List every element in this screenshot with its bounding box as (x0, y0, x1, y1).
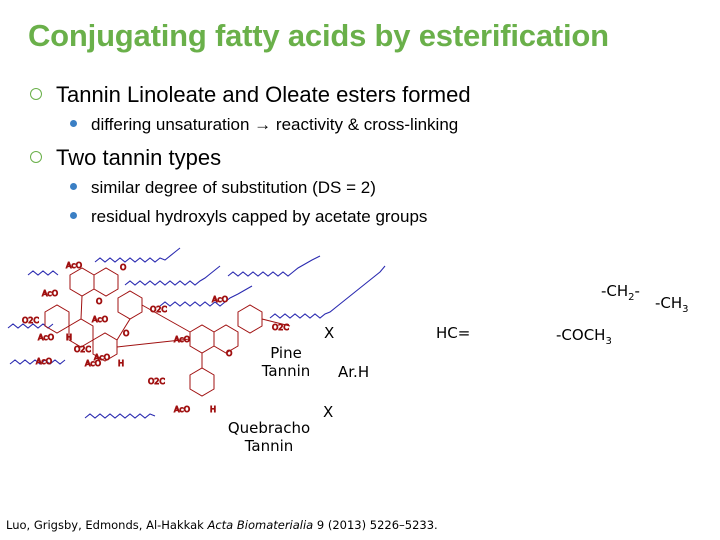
chem-label: O2C (22, 316, 39, 325)
sub-bullet-unsaturation-text: differing unsaturation → reactivity & cross-linking (91, 115, 459, 134)
chem-label: O2C (148, 377, 165, 386)
citation-details: 9 (2013) 5226–5233. (313, 518, 438, 532)
dot-bullet-icon (70, 212, 77, 219)
chem-label: O2C (272, 323, 289, 332)
chem-label: AcO (92, 315, 109, 324)
ch2-label (601, 282, 640, 303)
pine-label-line2: Tannin (261, 362, 311, 380)
pine-tannin-label (258, 344, 314, 380)
dot-bullet-icon (70, 120, 77, 127)
bullet-esters (30, 82, 471, 108)
quebracho-label-line2: Tannin (244, 437, 294, 455)
sub-bullet-acetate (70, 207, 427, 227)
quebracho-tannin-label (226, 419, 312, 455)
chem-label: H (118, 359, 125, 368)
chem-label: AcO (85, 359, 102, 368)
arh-label: Ar.H (338, 363, 370, 381)
chem-label: O2C (74, 345, 91, 354)
sub-bullet-acetate-text: residual hydroxyls capped by acetate groups (91, 207, 428, 226)
bullet-tannin-types (30, 145, 221, 171)
chem-label: AcO (174, 405, 191, 414)
sub-bullet-ds-text: similar degree of substitution (DS = 2) (91, 178, 376, 197)
ch2-suffix: - (634, 282, 640, 300)
x-label-top: X (324, 324, 335, 342)
citation (6, 518, 438, 532)
sub-bullet-ds (70, 178, 376, 198)
bullet-tannin-types-text: Two tannin types (56, 145, 222, 170)
chem-label: AcO (36, 357, 53, 366)
x-label-bottom: X (323, 403, 334, 421)
quebracho-label-line1: Quebracho (227, 419, 311, 437)
chem-label: H (210, 405, 217, 414)
chem-label: AcO (66, 261, 83, 270)
chem-label: AcO (174, 335, 191, 344)
dot-bullet-icon (70, 183, 77, 190)
hollow-bullet-icon (30, 88, 42, 100)
chem-label: O (123, 329, 130, 338)
sub-bullet-unsaturation (70, 115, 458, 135)
ch2-subscript: 2 (628, 292, 635, 303)
slide-title: Conjugating fatty acids by esterification (28, 18, 609, 53)
chem-label: H (66, 333, 73, 342)
chem-label: O2C (150, 305, 167, 314)
chem-label: AcO (94, 353, 111, 362)
bullet-esters-text: Tannin Linoleate and Oleate esters formed (56, 82, 471, 107)
chem-label: AcO (212, 295, 229, 304)
ch3-subscript: 3 (682, 304, 689, 315)
chem-label: AcO (38, 333, 55, 342)
citation-authors: Luo, Grigsby, Edmonds, Al-Hakkak (6, 518, 208, 532)
hc-label: HC= (436, 324, 471, 342)
chem-label: AcO (42, 289, 59, 298)
chem-label: O (96, 297, 103, 306)
chem-label: O (226, 349, 233, 358)
coch3-subscript: 3 (605, 336, 612, 347)
coch3-prefix: -COCH (556, 326, 606, 344)
pine-label-line1: Pine (270, 344, 302, 362)
coch3-label (556, 326, 612, 347)
ch3-label (655, 294, 689, 315)
ch3-prefix: -CH (655, 294, 683, 312)
citation-journal: Acta Biomaterialia (207, 518, 314, 532)
ch2-prefix: -CH (601, 282, 629, 300)
hollow-bullet-icon (30, 151, 42, 163)
chem-label: O (120, 263, 127, 272)
